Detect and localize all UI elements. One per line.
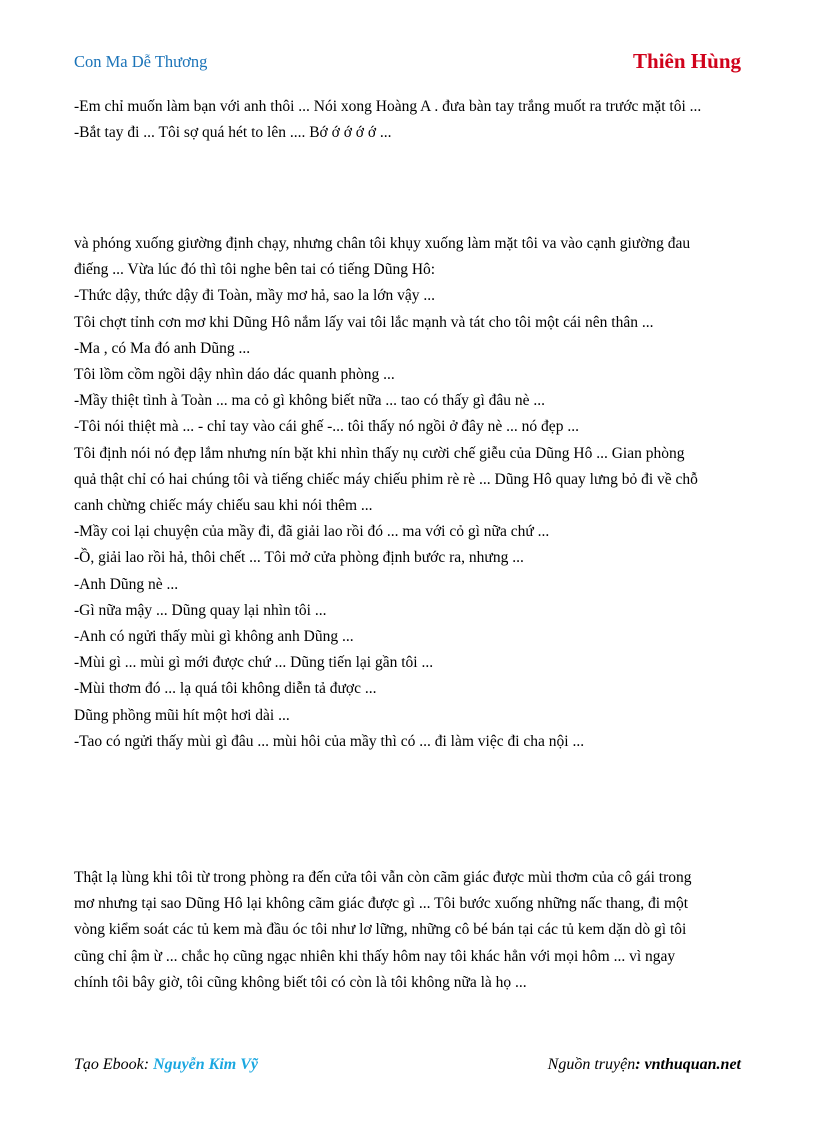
text-block-3 — [74, 865, 754, 996]
creator-separator: : — [143, 1056, 154, 1073]
footer-ebook-credit — [74, 1055, 258, 1075]
text-line: -Tao có ngửi thấy mùi gì đâu ... mùi hôi của mầy thì có ... đi làm việc đi cha nội ... — [74, 732, 585, 750]
text-line: Thật lạ lùng khi tôi từ trong phòng ra đến cửa tôi vẫn còn cãm giác được mùi thơm của cô gái trong — [74, 869, 692, 886]
text-line: Tôi lồm cồm ngồi dậy nhìn dáo dác quanh phòng ... — [74, 366, 395, 384]
text-line: và phóng xuống giường định chạy, nhưng chân tôi khụy xuống làm mặt tôi va vào cạnh giường đau — [74, 235, 691, 252]
text-line: Tôi chợt tỉnh cơn mơ khi Dũng Hô nắm lấy vai tôi lắc mạnh và tát cho tôi một cái nên thân ... — [74, 313, 654, 331]
author-name: Thiên Hùng — [633, 49, 741, 73]
text-line: -Thức dậy, thức dậy đi Toàn, mầy mơ hả, sao la lớn vậy ... — [74, 287, 435, 305]
text-line: Dũng phồng mũi hít một hơi dài ... — [74, 706, 290, 724]
creator-name: Nguyễn Kim Vỹ — [153, 1056, 258, 1073]
text-line: vòng kiểm soát các tủ kem mà đầu óc tôi như lơ lững, những cô bé bán tại các tủ kem dặn dò gì tôi — [74, 921, 687, 939]
text-line: -Anh Dũng nè ... — [74, 575, 179, 593]
text-line: -Mầy coi lại chuyện của mầy đi, đã giải lao rồi đó ... ma với cỏ gì nữa chứ ... — [74, 523, 550, 541]
text-line: -Ồ, giải lao rồi hả, thôi chết ... Tôi mở cửa phòng định bước ra, nhưng ... — [74, 549, 524, 567]
text-line: -Bắt tay đi ... Tôi sợ quá hét to lên .... Bớ ớ ớ ớ ớ ... — [74, 124, 392, 142]
text-line: mơ nhưng tại sao Dũng Hô lại không cãm giác được gì ... Tôi bước xuống những nấc thang, đi một — [74, 895, 689, 913]
text-line: -Tôi nói thiệt mà ... - chỉ tay vào cái ghế -... tôi thấy nó ngồi ở đây nè ... nó đẹp ... — [74, 418, 579, 436]
source-label: Nguồn truyện — [547, 1056, 636, 1073]
text-line: -Ma , có Ma đó anh Dũng ... — [74, 339, 251, 357]
footer-source-credit — [548, 1055, 741, 1075]
text-line: canh chừng chiếc máy chiếu sau khi nói thêm ... — [74, 497, 373, 515]
text-block-1 — [74, 94, 754, 146]
text-line: cũng chỉ ậm ừ ... chắc họ cũng ngạc nhiên khi thấy hôm nay tôi khác hẳn với mọi hôm ... vì ngay — [74, 947, 676, 965]
text-line: -Em chỉ muốn làm bạn với anh thôi ... Nói xong Hoàng A . đưa bàn tay trắng muốt ra trước mặt tôi ... — [74, 98, 702, 115]
text-line: -Mùi gì ... mùi gì mới được chứ ... Dũng tiến lại gần tôi ... — [74, 654, 434, 672]
text-line: -Mầy thiệt tình à Toàn ... ma cỏ gì không biết nữa ... tao có thấy gì đâu nè ... — [74, 392, 546, 410]
text-line: quả thật chỉ có hai chúng tôi và tiếng chiếc máy chiếu phim rè rè ... Dũng Hô quay lưng bỏ đi về chỗ — [74, 470, 698, 488]
text-line: -Gì nữa mậy ... Dũng quay lại nhìn tôi ... — [74, 601, 327, 619]
source-separator: : — [635, 1056, 645, 1073]
creator-label: Tạo Ebook — [74, 1056, 144, 1073]
text-line: -Mùi thơm đó ... lạ quá tôi không diễn tả được ... — [74, 680, 377, 698]
text-line: Tôi định nói nó đẹp lắm nhưng nín bặt khi nhìn thấy nụ cười chế giễu của Dũng Hô ... Gian phòng — [74, 444, 685, 462]
text-block-2 — [74, 231, 754, 755]
text-line: điếng ... Vừa lúc đó thì tôi nghe bên tai có tiếng Dũng Hô: — [74, 261, 436, 279]
text-line: chính tôi bây giờ, tôi cũng không biết tôi có còn là tôi không nữa là họ ... — [74, 973, 527, 991]
text-line: -Anh có ngửi thấy mùi gì không anh Dũng ... — [74, 628, 354, 646]
book-title: Con Ma Dễ Thương — [74, 52, 208, 71]
source-site: vnthuquan.net — [644, 1056, 741, 1073]
